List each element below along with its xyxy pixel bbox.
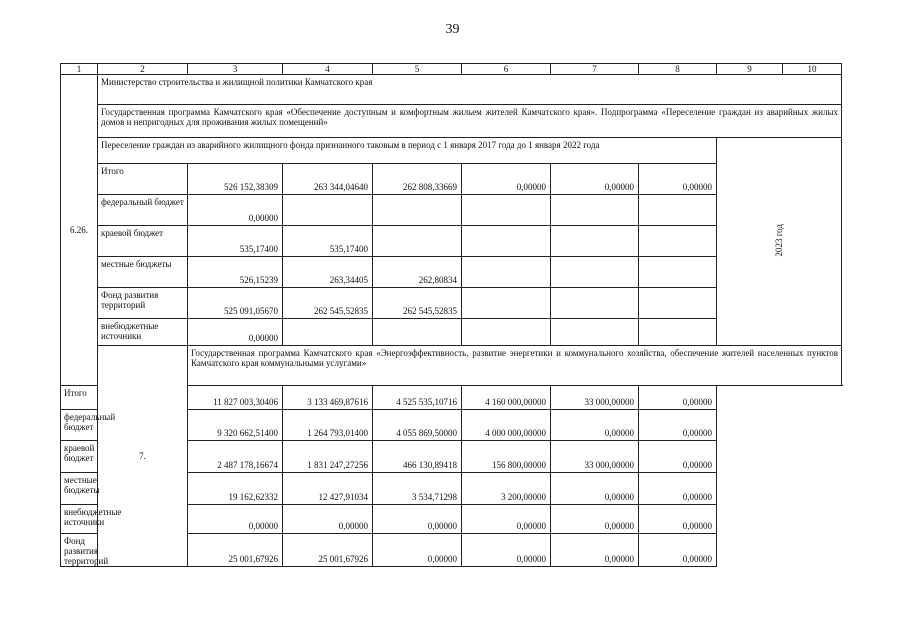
amount-cell: 0,00000 <box>462 505 551 534</box>
column-number: 10 <box>783 64 842 75</box>
funding-source-label: внебюджетные источники <box>61 505 98 534</box>
amount-cell: 262 545,52835 <box>373 288 462 319</box>
funding-source-label: Фонд развития территорий <box>61 534 98 567</box>
ministry-name: Министерство строительства и жилищной политики Камчатского края <box>98 75 842 105</box>
ministry-row <box>61 75 842 105</box>
amount-cell: 3 200,00000 <box>462 473 551 505</box>
amount-cell <box>462 257 551 288</box>
program-row <box>61 105 842 138</box>
funding-source-label: местные бюджеты <box>98 257 188 288</box>
amount-cell <box>373 226 462 257</box>
amount-cell: 525 091,05670 <box>188 288 283 319</box>
amount-cell: 0,00000 <box>551 473 639 505</box>
amount-cell: 33 000,00000 <box>551 386 639 410</box>
program-name: Государственная программа Камчатского края «Энергоэффективность, развитие энергетики и коммунального хозяйства, обеспечение жителей населенных пунктов Камчатского края коммунальными услугами» <box>188 346 842 386</box>
amount-cell: 0,00000 <box>188 195 283 226</box>
amount-cell: 1 264 793,01400 <box>283 410 373 441</box>
amount-cell: 11 827 003,30406 <box>188 386 283 410</box>
funding-source-label: Итого <box>61 386 98 410</box>
amount-cell: 262,80834 <box>373 257 462 288</box>
amount-cell: 263,34405 <box>283 257 373 288</box>
amount-cell <box>283 195 373 226</box>
column-number: 1 <box>61 64 98 75</box>
amount-cell: 19 162,62332 <box>188 473 283 505</box>
column-number: 7 <box>551 64 639 75</box>
amount-cell: 0,00000 <box>188 505 283 534</box>
amount-cell: 33 000,00000 <box>551 441 639 473</box>
amount-cell: 0,00000 <box>462 164 551 195</box>
section-code: 7. <box>98 346 188 567</box>
amount-cell: 466 130,89418 <box>373 441 462 473</box>
column-number: 3 <box>188 64 283 75</box>
amount-cell: 0,00000 <box>188 319 283 346</box>
year-cell <box>717 138 842 346</box>
amount-cell <box>551 288 639 319</box>
column-number-row <box>61 64 842 75</box>
amount-cell: 535,17400 <box>283 226 373 257</box>
funding-source-label: краевой бюджет <box>98 226 188 257</box>
amount-cell: 0,00000 <box>373 534 462 567</box>
column-number: 2 <box>98 64 188 75</box>
amount-cell: 9 320 662,51400 <box>188 410 283 441</box>
amount-cell: 526,15239 <box>188 257 283 288</box>
amount-cell: 535,17400 <box>188 226 283 257</box>
amount-cell <box>551 226 639 257</box>
column-number: 4 <box>283 64 373 75</box>
amount-cell <box>283 319 373 346</box>
column-number: 6 <box>462 64 551 75</box>
amount-cell: 12 427,91034 <box>283 473 373 505</box>
amount-cell <box>462 195 551 226</box>
amount-cell <box>551 195 639 226</box>
measure-row <box>61 138 842 164</box>
year-label: 2023 год <box>774 224 784 257</box>
amount-cell: 3 534,71298 <box>373 473 462 505</box>
page-number: 39 <box>445 22 460 37</box>
amount-cell <box>551 257 639 288</box>
amount-cell: 156 800,00000 <box>462 441 551 473</box>
amount-cell: 0,00000 <box>639 473 717 505</box>
column-number: 9 <box>717 64 783 75</box>
amount-cell <box>373 319 462 346</box>
amount-cell <box>462 226 551 257</box>
amount-cell: 526 152,38309 <box>188 164 283 195</box>
column-number: 5 <box>373 64 462 75</box>
amount-cell <box>373 195 462 226</box>
amount-cell: 0,00000 <box>639 534 717 567</box>
amount-cell: 0,00000 <box>639 441 717 473</box>
amount-cell: 25 001,67926 <box>283 534 373 567</box>
funding-source-label: федеральный бюджет <box>61 410 98 441</box>
amount-cell <box>551 319 639 346</box>
funding-source-label: Итого <box>98 164 188 195</box>
amount-cell: 262 808,33669 <box>373 164 462 195</box>
amount-cell: 4 055 869,50000 <box>373 410 462 441</box>
amount-cell: 0,00000 <box>462 534 551 567</box>
program-name: Государственная программа Камчатского края «Обеспечение доступным и комфортным жильем жителей Камчатского края». Подпрограмма «Переселение граждан из аварийных жилых домов и непригодных для проживания жилых помещений» <box>98 105 842 138</box>
funding-source-label: внебюджетные источники <box>98 319 188 346</box>
amount-cell: 262 545,52835 <box>283 288 373 319</box>
funding-source-label: федеральный бюджет <box>98 195 188 226</box>
amount-cell: 0,00000 <box>639 505 717 534</box>
amount-cell <box>639 226 717 257</box>
measure-name: Переселение граждан из аварийного жилищного фонда признанного таковым в период с 1 января 2017 года до 1 января 2022 года <box>98 138 717 164</box>
amount-cell: 0,00000 <box>551 534 639 567</box>
amount-cell: 4 525 535,10716 <box>373 386 462 410</box>
funding-source-label: краевой бюджет <box>61 441 98 473</box>
amount-cell <box>639 319 717 346</box>
amount-cell: 0,00000 <box>639 410 717 441</box>
amount-cell: 263 344,04640 <box>283 164 373 195</box>
amount-cell: 0,00000 <box>373 505 462 534</box>
amount-cell: 0,00000 <box>551 505 639 534</box>
amount-cell: 2 487 178,16674 <box>188 441 283 473</box>
amount-cell: 0,00000 <box>639 386 717 410</box>
section-code: 6.26. <box>61 75 98 386</box>
program-row <box>61 346 842 386</box>
amount-cell: 4 160 000,00000 <box>462 386 551 410</box>
budget-table <box>60 63 842 567</box>
amount-cell: 0,00000 <box>551 164 639 195</box>
column-number: 8 <box>639 64 717 75</box>
empty-area <box>717 386 842 567</box>
amount-cell <box>639 257 717 288</box>
amount-cell: 25 001,67926 <box>188 534 283 567</box>
amount-cell: 0,00000 <box>639 164 717 195</box>
funding-source-label: местные бюджеты <box>61 473 98 505</box>
amount-cell: 0,00000 <box>283 505 373 534</box>
amount-cell <box>639 195 717 226</box>
amount-cell <box>639 288 717 319</box>
amount-cell: 4 000 000,00000 <box>462 410 551 441</box>
amount-cell: 3 133 469,87616 <box>283 386 373 410</box>
funding-source-label: Фонд развития территорий <box>98 288 188 319</box>
amount-cell <box>462 319 551 346</box>
amount-cell: 0,00000 <box>551 410 639 441</box>
amount-cell <box>462 288 551 319</box>
amount-cell: 1 831 247,27256 <box>283 441 373 473</box>
